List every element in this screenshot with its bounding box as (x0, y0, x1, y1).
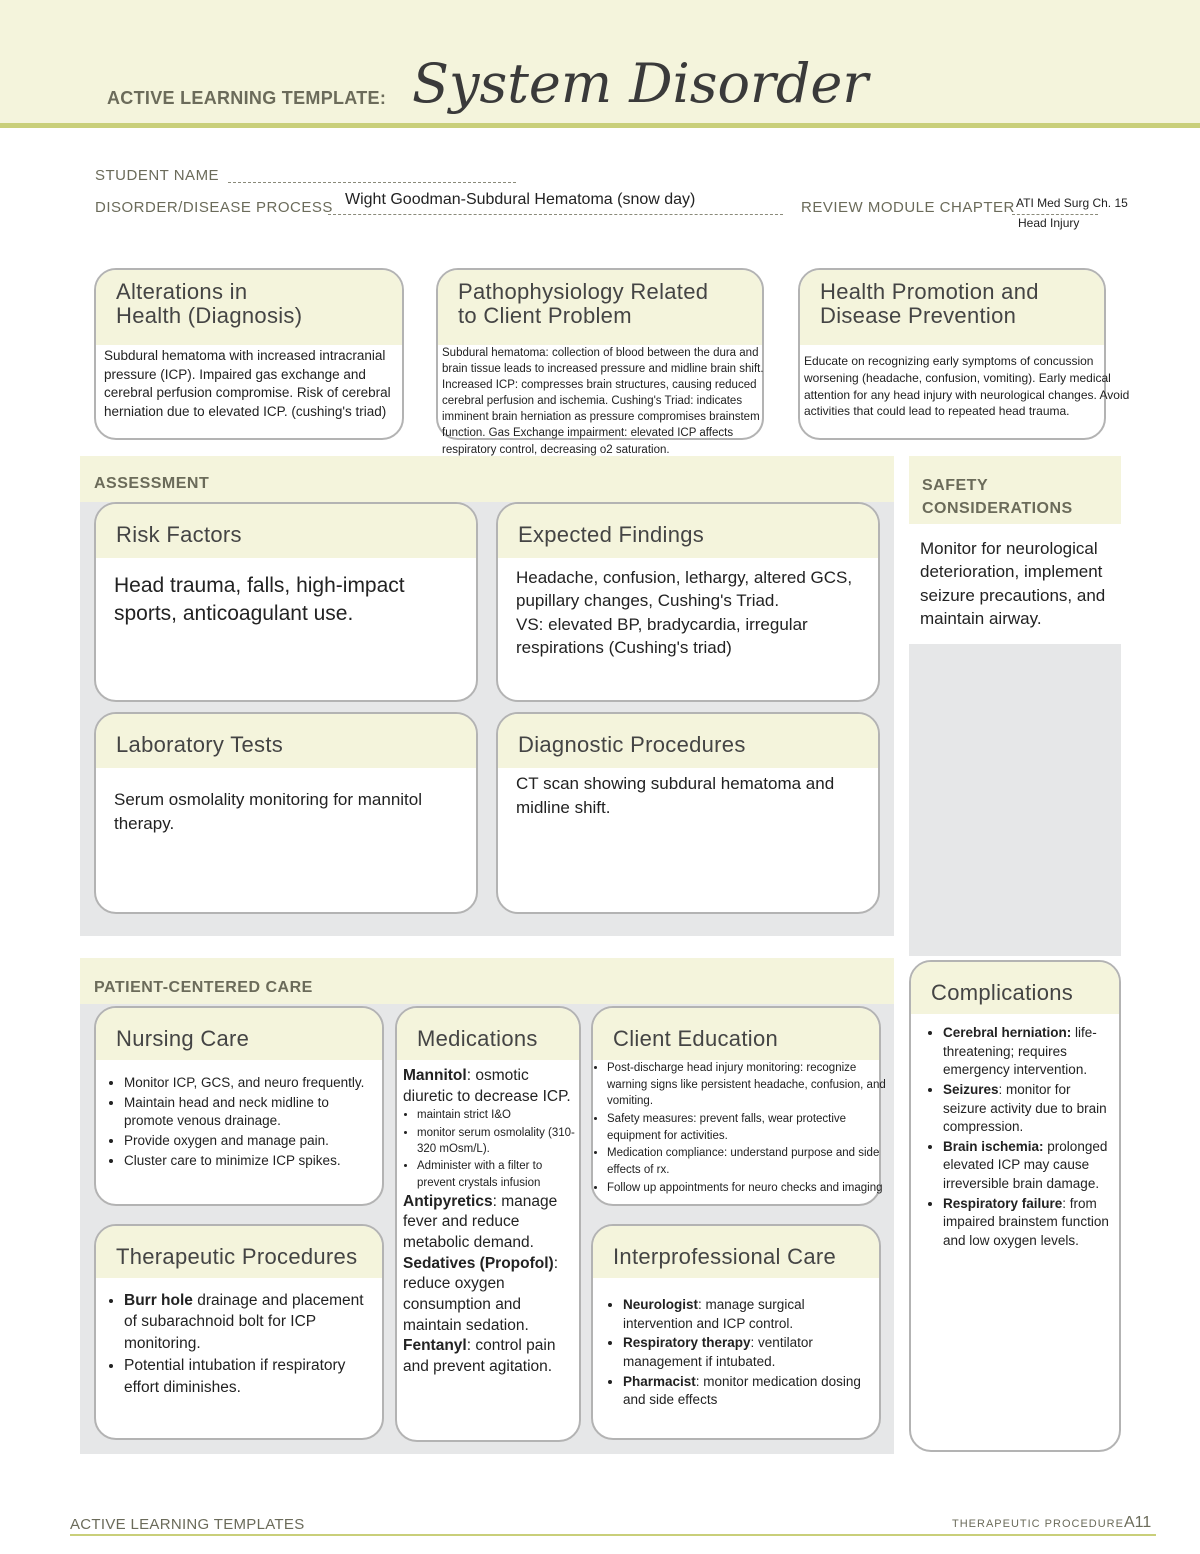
interprofessional-care-list[interactable]: • Neurologist: manage surgical intervention and ICP control. • Respiratory therapy: ventilator management if intubated. • Pharmacist: monitor medication dosing and side effects (593, 1278, 879, 1410)
client-education-list[interactable] (593, 1060, 895, 1196)
client-education-item: • Medication compliance: understand purpose and side effects of rx. (607, 1145, 895, 1178)
nursing-care-item: • Provide oxygen and manage pain. (124, 1132, 374, 1151)
client-education-item: • Safety measures: prevent falls, wear protective equipment for activities. (607, 1111, 895, 1144)
alterations-title: Alterations in Health (Diagnosis) (96, 270, 402, 345)
complications-title: Complications (911, 962, 1119, 1014)
client-education-item: • Follow up appointments for neuro checks and imaging (607, 1180, 895, 1197)
diagnostic-procedures-box (496, 712, 880, 914)
disorder-field[interactable] (328, 214, 783, 215)
medications-box (395, 1006, 581, 1442)
footer-divider (70, 1534, 1156, 1536)
nursing-care-item: • Maintain head and neck midline to promote venous drainage. (124, 1094, 374, 1131)
review-chapter-value: ATI Med Surg Ch. 15 (1016, 196, 1128, 210)
client-education-box (591, 1006, 886, 1206)
mannitol-note-item: • monitor serum osmolality (310-320 mOsm/L). (417, 1125, 577, 1158)
header-divider (0, 123, 1200, 128)
pathophysiology-title: Pathophysiology Related to Client Problem (438, 270, 762, 345)
medications-text[interactable]: Mannitol: osmotic diuretic to decrease ICP. • maintain strict I&O • monitor serum osmolality (310-320 mOsm/L). • Administer with a filter to prevent crystals infusion Antipyretics: manage fever and reduce metabolic demand. Sedatives (Propofol): reduce oxygen consumption and maintain sedation. Fentanyl: control pain and prevent agitation. (397, 1060, 579, 1377)
mannitol-note-item: • maintain strict I&O (417, 1107, 577, 1123)
disorder-value: Wight Goodman-Subdural Hematoma (snow day) (345, 191, 696, 208)
page-number: A11 (1124, 1514, 1152, 1531)
expected-findings-box (496, 502, 880, 702)
diagnostic-procedures-title: Diagnostic Procedures (498, 714, 878, 768)
review-chapter-field[interactable] (1012, 214, 1098, 215)
assessment-heading: ASSESSMENT (94, 475, 210, 492)
laboratory-tests-box (94, 712, 478, 914)
interprofessional-care-box (591, 1224, 881, 1440)
review-chapter-label: REVIEW MODULE CHAPTER (801, 199, 1015, 216)
complications-list[interactable]: • Cerebral herniation: life-threatening; requires emergency intervention. • Seizures: monitor for seizure activity due to brain compression. • Brain ischemia: prolonged elevated ICP may cause irreversible brain damage. • Respiratory failure: from impaired brainstem function and low oxygen levels. (911, 1014, 1119, 1251)
laboratory-tests-text[interactable]: Serum osmolality monitoring for mannitol therapy. (114, 790, 423, 834)
laboratory-tests-title: Laboratory Tests (96, 714, 476, 768)
health-promotion-title: Health Promotion and Disease Prevention (800, 270, 1104, 345)
pathophysiology-box (436, 268, 764, 456)
student-name-label: STUDENT NAME (95, 167, 220, 184)
safety-text[interactable]: Monitor for neurological deterioration, implement seizure precautions, and maintain airway. (920, 539, 1106, 629)
nursing-care-item: • Cluster care to minimize ICP spikes. (124, 1152, 374, 1171)
diagnostic-procedures-text[interactable]: CT scan showing subdural hematoma and midline shift. (516, 774, 835, 818)
nursing-care-item: • Monitor ICP, GCS, and neuro frequently. (124, 1074, 374, 1093)
alterations-box (94, 268, 404, 440)
risk-factors-text[interactable]: Head trauma, falls, high-impact sports, anticoagulant use. (114, 574, 405, 625)
safety-heading: SAFETY CONSIDERATIONS (922, 477, 1073, 517)
nursing-care-title: Nursing Care (96, 1008, 382, 1060)
page-title: System Disorder (412, 52, 869, 115)
pathophysiology-text[interactable]: Subdural hematoma: collection of blood between the dura and brain tissue leads to increased pressure and midline brain shift. Increased ICP: compresses brain structures, causing reduced cerebral perfusion and ischemia. Cushing's Triad: indicates imminent brain herniation as pressure compromises brainstem function. Gas Exchange impairment: elevated ICP affects respiratory control, decreasing o2 saturation. (442, 347, 764, 456)
complications-box (909, 960, 1121, 1452)
risk-factors-box (94, 502, 478, 702)
template-label: ACTIVE LEARNING TEMPLATE: (107, 88, 387, 108)
mannitol-note-item: • Administer with a filter to prevent crystals infusion (417, 1158, 577, 1191)
patient-care-heading: PATIENT-CENTERED CARE (94, 979, 313, 996)
footer-left-label: ACTIVE LEARNING TEMPLATES (70, 1516, 305, 1533)
review-chapter-value-2: Head Injury (1018, 216, 1080, 230)
therapeutic-procedures-title: Therapeutic Procedures (96, 1226, 382, 1278)
client-education-title: Client Education (593, 1008, 879, 1060)
therapeutic-procedures-list[interactable]: • Burr hole drainage and placement of subarachnoid bolt for ICP monitoring. • Potential intubation if respiratory effort diminishes. (96, 1278, 382, 1398)
health-promotion-box (798, 268, 1130, 440)
health-promotion-text[interactable]: Educate on recognizing early symptoms of concussion worsening (headache, confusion, vomiting). Early medical attention for any head injury with neurological changes. Avoid activities that could lead to repeated head trauma. (804, 354, 1130, 419)
student-name-field[interactable] (228, 182, 516, 183)
client-education-item: • Post-discharge head injury monitoring: recognize warning signs like persistent headache, confusion, and vomiting. (607, 1060, 895, 1110)
expected-findings-title: Expected Findings (498, 504, 878, 558)
expected-findings-text[interactable]: Headache, confusion, lethargy, altered GCS, pupillary changes, Cushing's Triad. VS: elevated BP, bradycardia, irregular respirations (Cushing's triad) (516, 568, 853, 658)
disorder-label: DISORDER/DISEASE PROCESS (95, 199, 333, 216)
footer-right-label: THERAPEUTIC PROCEDURE (952, 1518, 1124, 1530)
interprofessional-care-title: Interprofessional Care (593, 1226, 879, 1278)
alterations-text[interactable]: Subdural hematoma with increased intracranial pressure (ICP). Impaired gas exchange and cerebral perfusion compromise. Risk of cerebral herniation due to elevated ICP. (cushing's triad) (104, 348, 391, 419)
medications-title: Medications (397, 1008, 579, 1060)
risk-factors-title: Risk Factors (96, 504, 476, 558)
nursing-care-box (94, 1006, 384, 1206)
therapeutic-procedures-box (94, 1224, 384, 1440)
nursing-care-list[interactable] (96, 1060, 382, 1170)
